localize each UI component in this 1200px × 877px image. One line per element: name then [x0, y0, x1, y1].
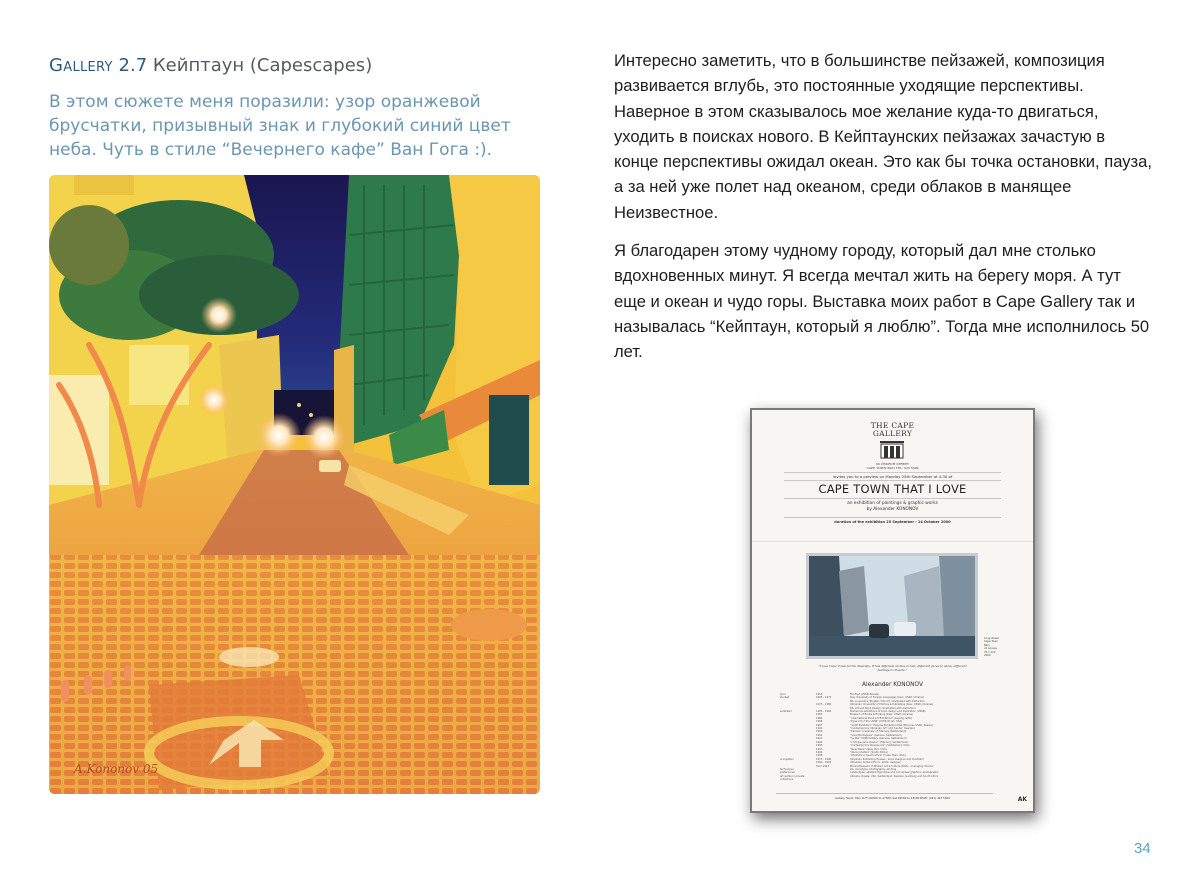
artist-bio	[780, 693, 1013, 782]
painting-caption: Long street Cape Town Bars oil canvas 70 x 110 2000	[984, 637, 999, 658]
bio-row: 1975 - 1980 Ukrainian University of Printing & Publishing (Kiev, USSR, Ukraine)	[816, 703, 933, 707]
fold-line	[752, 541, 1033, 542]
bio-row: 1994 “Reconciliation” (South Africa)	[816, 750, 888, 754]
bio-row: studied 1968 - 1973 Kiev University of Foreign Languages (Kiev, USSR, Ukraine)	[780, 696, 925, 700]
bio-row: exhibited 1980 - 1990 Numerous exhibitions of book design and illustration (USSR)	[780, 710, 926, 714]
artist-quote: “I love Cape Town for its diversity. It has different stories to tell, different faces to show, different feelings to inspire.”	[818, 664, 967, 672]
bio-row: 1990 - 1993 Ukrainian Cultural Fund - artist, designer	[816, 761, 901, 765]
brochure-painting	[806, 553, 978, 659]
bio-row: 1998 “Rhythms in South Africa” (Cape Town, RSA)	[816, 754, 906, 758]
page-number: 34	[1134, 840, 1151, 857]
painting-capescapes	[49, 175, 540, 794]
bio-row: techniques Oil, monotype, photography, etching	[780, 767, 897, 771]
divider	[784, 517, 1001, 518]
painting-signature: A.Kononov 05	[74, 762, 159, 776]
bio-row: BA: Linguistics (English, French). Graduated with distinction	[850, 699, 925, 703]
gallery-address: 60 CHURCH STREET CAPE TOWN 8001 TEL: 023 5309	[866, 462, 919, 470]
painting-image	[49, 175, 540, 794]
body-text	[614, 48, 1154, 378]
gallery-prefix: Gallery	[49, 55, 113, 76]
bio-row: 1983 Museum of Books & Printing (Kiev, USSR, Ukraine)	[816, 713, 913, 717]
gallery-number: 2.7	[118, 55, 148, 76]
bio-row: BA: Art and Book Design. Graduated with distinction	[850, 706, 916, 710]
bio-row: 1993 “Contemporary Russian Art” (Switzerland, USA)	[816, 744, 910, 748]
bio-row: born 1950 Far East (USSR, Russia)	[780, 693, 880, 696]
invite-text: invites you to a preview on Monday 25th September at 4:30 of	[832, 474, 953, 479]
bio-row: occupation 1975 - 1990 Ukrainian Publishing Houses - book designer and illustrator	[780, 757, 925, 761]
bio-row: 1986 “Eyes Art of the USSR” (Ulf Bohl Art, USA)	[816, 720, 903, 724]
lead-text: В этом сюжете меня поразили: узор оранжевой брусчатки, призывный знак и глубокий синий цвет неба. Чуть в стиле “Вечернего кафе” Ван Гога :).	[49, 92, 511, 160]
gallery-title-text: Кейптаун (Capescapes)	[152, 55, 373, 76]
paragraph-2: Я благодарен этому чудному городу, который дал мне столько вдохновенных минут. Я всегда мечтал жить на берегу моря. А тут еще и океан и чудо горы. Выставка моих работ в Cape Gallery так и называлась “Кейптаун, который я люблю”. Тогда мне исполнилось 50 лет.	[614, 241, 1150, 362]
bio-row: from 1993 Marvel Museum of Modern Art & Culture (RSA) - managing director	[816, 764, 934, 768]
artist-name: Alexander KONONOV	[862, 682, 923, 688]
brochure-painting-image	[809, 556, 975, 656]
artist-mark: AK	[1017, 796, 1027, 803]
exhibition-brochure	[750, 408, 1035, 813]
bio-row: 1992 “L’Utopie sans illusion” (Fribourg, Switzerland)	[816, 740, 908, 744]
gallery-title	[49, 55, 372, 76]
bio-row: 1984 “International Book Art Exhibition” (Leipzig, GDR)	[816, 716, 912, 720]
gallery-logo: THE CAPE GALLERY	[870, 421, 915, 438]
divider	[776, 793, 993, 794]
gallery-building-icon	[879, 439, 905, 459]
bio-row: 1990 “Contemporary Ukrainian Art” (Art Center, Sweden)	[816, 727, 915, 731]
exhibition-duration: duration of the exhibition 25 September - 14 October 2000	[834, 520, 951, 524]
bio-row: 1991 “Le Mal” CDRV Gallery (Geneva, Switzerland)	[816, 737, 907, 741]
bio-row: 1993 “New Wave” (New York, USA)	[816, 747, 887, 751]
exhibition-headline: CAPE TOWN THAT I LOVE	[818, 482, 967, 496]
paragraph-1: Интересно заметить, что в большинстве пейзажей, композиция развивается вглубь, это постоянные уходящие перспективы. Наверное в этом сказывалось мое желание куда-то двигаться, уходить в поисках нового. В Кейптаунских пейзажах зачастую в конце перспективы ожидал океан. Это как бы точка остановки, пауза, а за ней уже полет над океаном, среди облаков в манящее Неизвестное.	[614, 51, 1152, 222]
divider	[784, 472, 1001, 473]
bio-row: preferences Landscapes, abstract figurative and conceptual graphics, photographs	[780, 771, 939, 775]
gallery-hours: Gallery Hours: Mon to Fri 09h00 to 17h00, Sat 09h00 to 13h00 RSVP: (021) 423 5309	[835, 796, 950, 800]
divider	[784, 480, 1001, 481]
divider	[784, 498, 1001, 499]
bio-row: art works in private collections Ukraine, Russia, USA, Switzerland, Sweden, Germany and South Africa	[780, 774, 939, 782]
bio-row: 1990 “Kinesis” University of Fribourg (Switzerland)	[816, 730, 907, 734]
exhibition-subtitle: an exhibition of paintings & graphic works by Alexander KONONOV	[847, 501, 938, 512]
bio-row: 1987 “Youth Exhibition” Moscow Exhibition Hall (Moscow, USSR, Russia)	[816, 723, 933, 727]
bio-row: 1991 “Sous Montagnes” (Geneva, Switzerland)	[816, 733, 902, 737]
